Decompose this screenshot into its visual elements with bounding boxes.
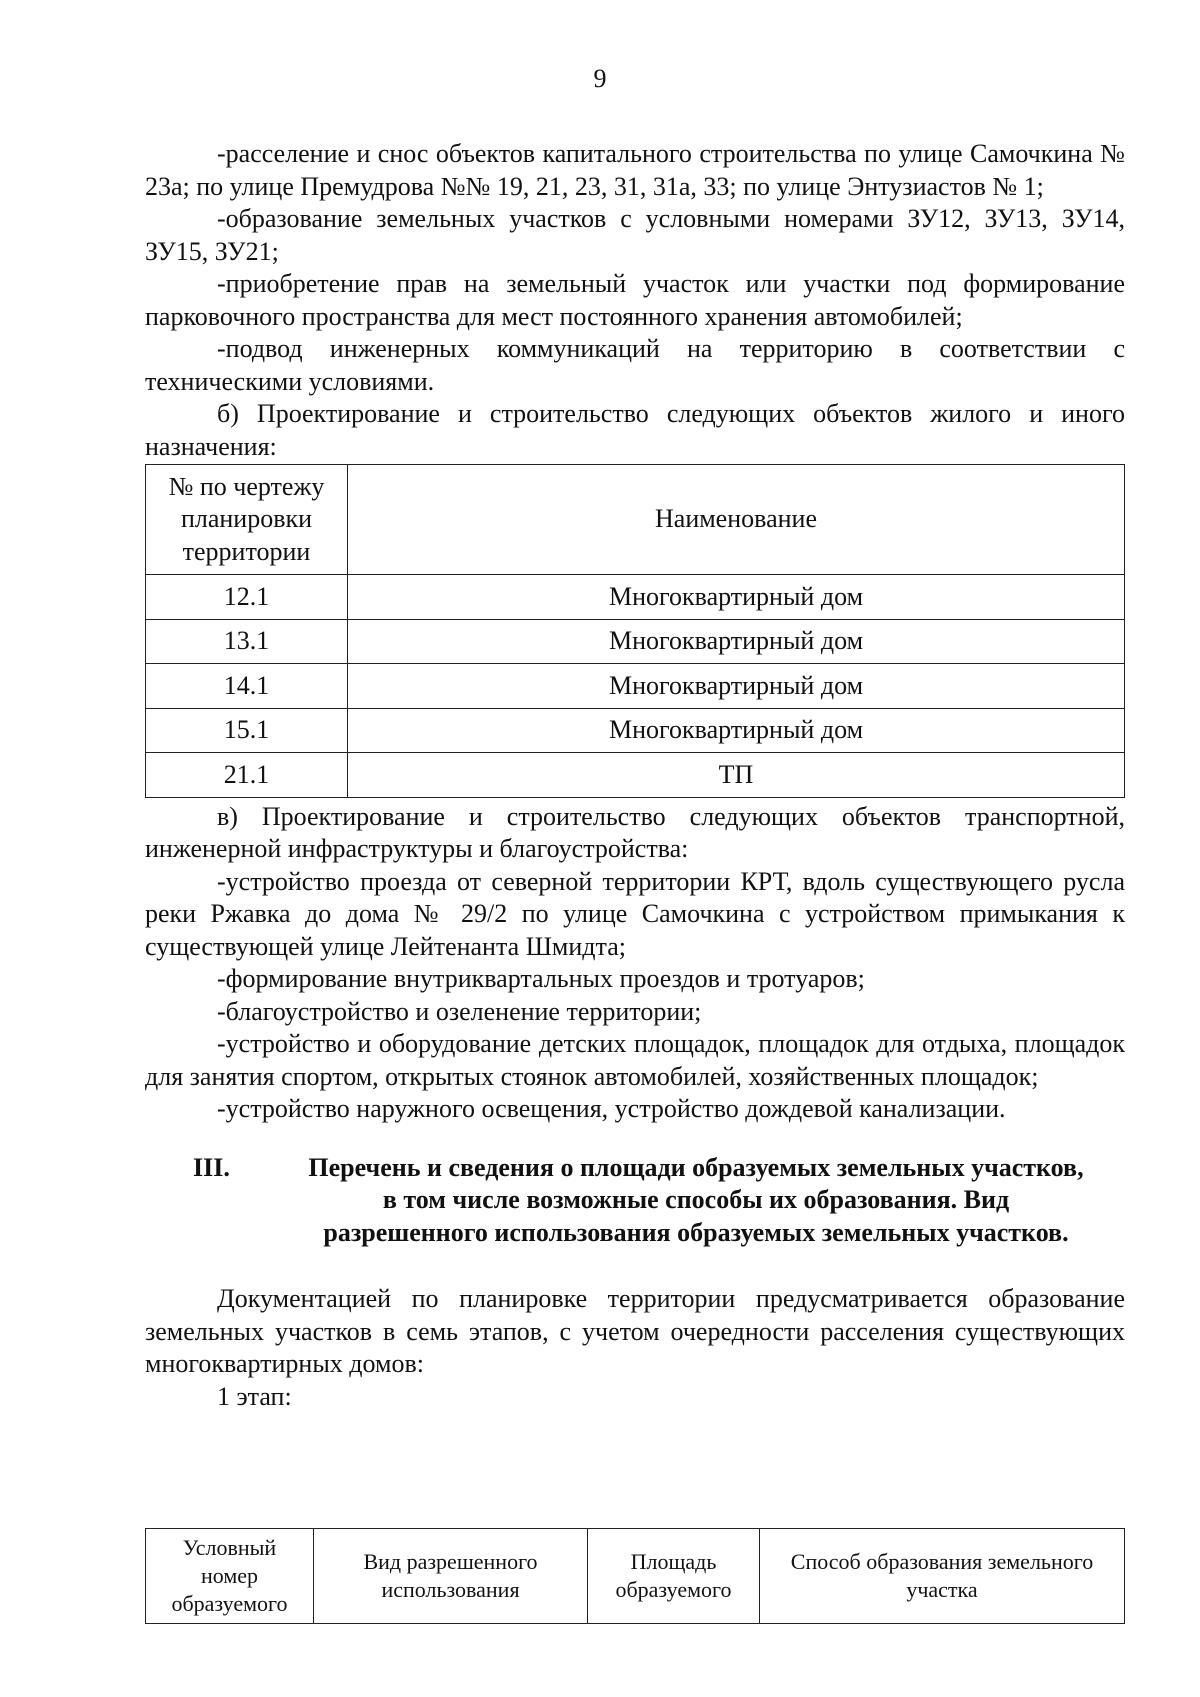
table-row bbox=[146, 708, 1125, 753]
section-heading bbox=[145, 1152, 1125, 1250]
table-header-row bbox=[146, 465, 1125, 575]
paragraph: б) Проектирование и строительство следующих объектов жилого и иного назначения: bbox=[145, 399, 1125, 461]
table-cell-number: 15.1 bbox=[146, 708, 348, 753]
paragraph: в) Проектирование и строительство следующих объектов транспортной, инженерной инфраструктуры и благоустройства: bbox=[145, 801, 1125, 863]
paragraph: -подвод инженерных коммуникаций на территорию в соответствии с техническими условиями. bbox=[145, 334, 1125, 396]
table-cell-number: 14.1 bbox=[146, 664, 348, 709]
section-number: III. bbox=[193, 1152, 230, 1182]
section-title-line: в том числе возможные способы их образования. Вид bbox=[382, 1185, 1010, 1214]
table-header-drawing-number: № по чертежу планировки территории bbox=[146, 465, 348, 575]
paragraph: -устройство наружного освещения, устройство дождевой канализации. bbox=[217, 1094, 1006, 1123]
plots-table bbox=[145, 1528, 1125, 1624]
table-cell-name: Многоквартирный дом bbox=[348, 575, 1125, 620]
table-header-area: Площадь образуемого bbox=[588, 1529, 760, 1624]
paragraph: -благоустройство и озеленение территории; bbox=[217, 996, 702, 1026]
paragraph: -расселение и снос объектов капитального строительства по улице Самочкина № 23а; по улице Премудрова №№ 19, 21, 23, 31, 31а, 33; по улице Энтузиастов № 1; bbox=[145, 139, 1125, 201]
paragraph: 1 этап: bbox=[217, 1381, 292, 1411]
section-title bbox=[145, 1152, 1125, 1250]
page-number: 9 bbox=[593, 64, 607, 93]
paragraph: -образование земельных участков с условными номерами ЗУ12, ЗУ13, ЗУ14, ЗУ15, ЗУ21; bbox=[145, 204, 1125, 266]
table-header-row bbox=[146, 1529, 1125, 1624]
table-header-formation-method: Способ образования земельного участка bbox=[760, 1529, 1125, 1624]
objects-table bbox=[145, 464, 1125, 798]
table-header-plot-number: Условный номер образуемого bbox=[146, 1529, 314, 1624]
paragraph: -устройство проезда от северной территории КРТ, вдоль существующего русла реки Ржавка до дома № 29/2 по улице Самочкина с устройством примыкания к существующей улице Лейтенанта Шмидта; bbox=[145, 866, 1125, 961]
table-row bbox=[146, 753, 1125, 798]
document-body bbox=[145, 138, 1125, 1413]
table-cell-name: ТП bbox=[348, 753, 1125, 798]
paragraph: Документацией по планировке территории предусматривается образование земельных участков в семь этапов, с учетом очередности расселения существующих многоквартирных домов: bbox=[145, 1284, 1125, 1378]
paragraph: -формирование внутриквартальных проездов и тротуаров; bbox=[217, 964, 865, 993]
table-row bbox=[146, 619, 1125, 664]
table-header-name: Наименование bbox=[348, 465, 1125, 575]
table-cell-name: Многоквартирный дом bbox=[348, 619, 1125, 664]
table-cell-number: 13.1 bbox=[146, 619, 348, 664]
section-title-line: разрешенного использования образуемых земельных участков. bbox=[323, 1217, 1069, 1247]
table-row bbox=[146, 664, 1125, 709]
table-header-permitted-use: Вид разрешенного использования bbox=[314, 1529, 588, 1624]
table-cell-number: 21.1 bbox=[146, 753, 348, 798]
table-cell-name: Многоквартирный дом bbox=[348, 664, 1125, 709]
paragraph: -устройство и оборудование детских площадок, площадок для отдыха, площадок для занятия спортом, открытых стоянок автомобилей, хозяйственных площадок; bbox=[145, 1029, 1125, 1091]
spacer bbox=[145, 1249, 1125, 1283]
table-cell-number: 12.1 bbox=[146, 575, 348, 620]
paragraph: -приобретение прав на земельный участок или участки под формирование парковочного пространства для мест постоянного хранения автомобилей; bbox=[145, 269, 1125, 331]
table-row bbox=[146, 575, 1125, 620]
section-title-line: Перечень и сведения о площади образуемых земельных участков, bbox=[308, 1152, 1084, 1182]
table-cell-name: Многоквартирный дом bbox=[348, 708, 1125, 753]
